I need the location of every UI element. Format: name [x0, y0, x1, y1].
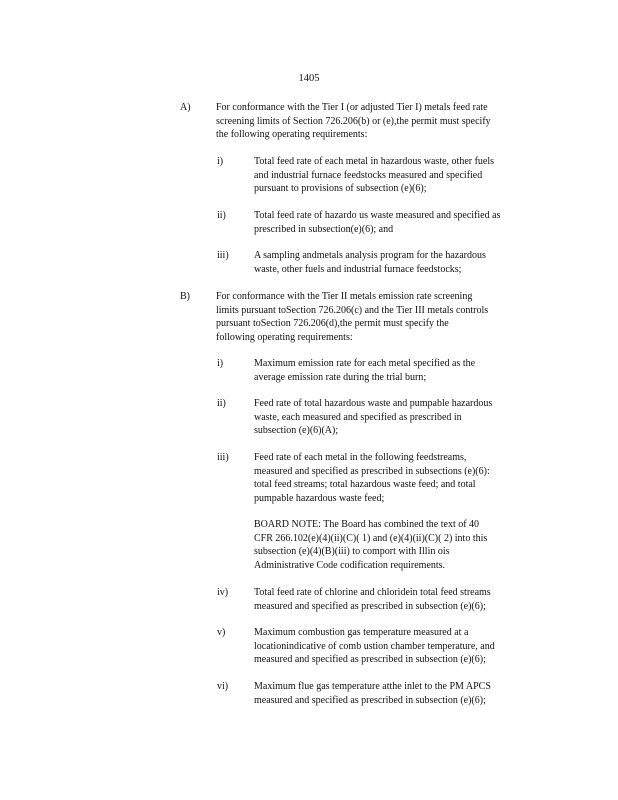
text-line: and industrial furnace feedstocks measured and specified [254, 169, 483, 181]
text-line: For conformance with the Tier II metals emission rate screening [216, 291, 473, 302]
text-line: prescribed in subsection(e)(6); and [254, 223, 394, 235]
item-label: ii) [217, 398, 226, 409]
text-line: the following operating requirements: [216, 129, 368, 141]
item-text [254, 357, 546, 384]
item-label: iii) [217, 250, 229, 261]
text-line: pursuant toSection 726.206(d),the permit must specify the [216, 318, 449, 330]
text-line: Feed rate of total hazardous waste and pumpable hazardous [254, 398, 493, 409]
text-line: subsection (e)(6)(A); [254, 425, 339, 437]
item-text [254, 626, 546, 667]
page-number: 1405 [298, 73, 320, 84]
text-line: Total feed rate of hazardo us waste measured and specified as [254, 210, 501, 221]
item-label: v) [217, 627, 226, 638]
item-label: iv) [217, 587, 229, 598]
section-intro [216, 290, 546, 344]
text-line: screening limits of Section 726.206(b) or (e),the permit must specify [216, 115, 491, 127]
text-line: pursuant to provisions of subsection (e)(6); [254, 183, 427, 195]
item-label: i) [217, 156, 224, 167]
text-line: following operating requirements: [216, 331, 353, 343]
text-line: measured and specified as prescribed in subsection (e)(6); [254, 654, 486, 666]
section-label: A) [180, 102, 191, 113]
text-line: Maximum emission rate for each metal specified as the [254, 358, 476, 369]
text-line: Maximum flue gas temperature atthe inlet to the PM APCS [254, 681, 491, 692]
text-line: Total feed rate of chlorine and chloridein total feed streams [254, 587, 491, 598]
text-line: CFR 266.102(e)(4)(ii)(C)( 1) and (e)(4)(ii)(C)( 2) into this [254, 532, 488, 544]
item-text [254, 451, 546, 505]
section-intro [216, 101, 546, 142]
item-label: vi) [217, 681, 229, 692]
text-line: Feed rate of each metal in the following feedstreams, [254, 452, 467, 463]
item-text [254, 397, 546, 438]
text-line: pumpable hazardous waste feed; [254, 492, 385, 504]
text-line: measured and specified as prescribed in subsection (e)(6); [254, 694, 486, 706]
text-line: BOARD NOTE: The Board has combined the text of 40 [254, 519, 480, 530]
text-line: Administrative Code codification requirements. [254, 559, 446, 571]
item-text [254, 680, 546, 707]
item-text [254, 586, 546, 613]
item-text [254, 209, 546, 236]
board-note [254, 518, 546, 572]
text-line: measured and specified as prescribed in subsection (e)(6); [254, 600, 486, 612]
item-label: ii) [217, 210, 226, 221]
item-text [254, 249, 546, 276]
section-label: B) [180, 291, 190, 302]
text-line: locationindicative of comb ustion chamber temperature, and [254, 640, 495, 652]
text-line: waste, each measured and specified as prescribed in [254, 411, 462, 423]
item-label: iii) [217, 452, 229, 463]
text-line: A sampling andmetals analysis program for the hazardous [254, 250, 486, 261]
text-line: average emission rate during the trial burn; [254, 371, 427, 383]
text-line: total feed streams; total hazardous waste feed; and total [254, 479, 476, 491]
text-line: waste, other fuels and industrial furnace feedstocks; [254, 263, 462, 275]
item-label: i) [217, 358, 224, 369]
text-line: subsection (e)(4)(B)(iii) to comport with Illin ois [254, 546, 450, 558]
text-line: Total feed rate of each metal in hazardous waste, other fuels [254, 156, 495, 167]
item-text [254, 155, 546, 196]
text-line: measured and specified as prescribed in subsections (e)(6): [254, 465, 490, 477]
text-line: limits pursuant toSection 726.206(c) and the Tier III metals controls [216, 304, 489, 316]
text-line: Maximum combustion gas temperature measured at a [254, 627, 469, 638]
text-line: For conformance with the Tier I (or adjusted Tier I) metals feed rate [216, 102, 488, 113]
